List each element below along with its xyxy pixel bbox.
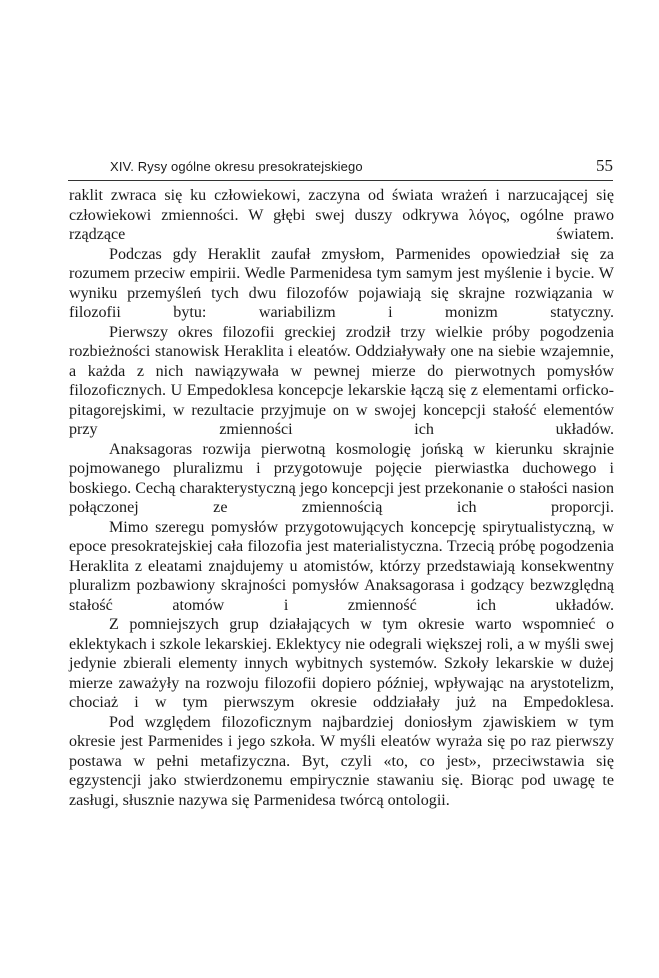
body-text [69,186,614,810]
running-head [68,157,613,179]
paragraph-1: raklit zwraca się ku człowiekowi, zaczyna od świata wrażeń i narzucającej się człowiekowi zmienności. W głębi swej duszy odkrywa λόγος, ogólne prawo rządzące światem. [69,187,614,243]
paragraph-5: Mimo szeregu pomysłów przygotowujących koncepcję spirytualistyczną, w epoce presokratejskiej cała filozofia jest materialistyczna. Trzecią próbę pogodzenia Heraklita z eleatami znajdujemy u atomistów, którzy przedstawiają konsekwentny pluralizm pozbawiony skrajności pomysłów Anaksagorasa i godzący bezwzględną stałość atomów i zmienność ich układów. [69,518,614,614]
paragraph-7: Pod względem filozoficznym najbardziej doniosłym zjawiskiem w tym okresie jest Parmenides i jego szkoła. W myśli eleatów wyraża się po raz pierwszy postawa w pełni metafizyczna. Byt, czyli «to, co jest», przeciwstawia się egzystencji jako stwierdzonemu empirycznie stawaniu się. Biorąc pod uwagę te zasługi, słusznie nazywa się Parmenidesa twórcą ontologii. [69,713,614,809]
paragraph-3: Pierwszy okres filozofii greckiej zrodził trzy wielkie próby pogodzenia rozbieżności stanowisk Heraklita i eleatów. Oddziaływały one na siebie wzajemnie, a każda z nich nawiązywała w pewnej mierze do pierwotnych pomysłów filozoficznych. U Empedoklesa koncepcje lekarskie łączą się z elementami orficko-pitagorejskimi, w rezultacie przyjmuje on w swojej koncepcji stałość elementów przy zmienności ich układów. [69,323,614,438]
header-rule [68,180,613,181]
paragraph-4: Anaksagoras rozwija pierwotną kosmologię jońską w kierunku skrajnie pojmowanego pluralizmu i przygotowuje pojęcie pierwiastka duchowego i boskiego. Cechą charakterystyczną jego koncepcji jest przekonanie o stałości nasion połączonej ze zmiennością ich proporcji. [69,440,614,516]
running-title: XIV. Rysy ogólne okresu presokratejskiego [110,159,363,174]
paragraph-2: Podczas gdy Heraklit zaufał zmysłom, Parmenides opowiedział się za rozumem przeciw empirii. Wedle Parmenidesa tym samym jest myślenie i bycie. W wyniku przemyśleń tych dwu filozofów pojawiają się skrajne rozwiązania w filozofii bytu: wariabilizm i monizm statyczny. [69,245,614,321]
page-number: 55 [596,156,613,175]
paragraph-6: Z pomniejszych grup działających w tym okresie warto wspomnieć o eklektykach i szkole lekarskiej. Eklektycy nie odegrali większej roli, a w myśli swej jedynie zbierali elementy innych wybitnych systemów. Szkoły lekarskie w dużej mierze zaważyły na rozwoju filozofii dopiero później, wpływając na arystotelizm, chociaż i w tym pierwszym okresie oddziałały już na Empedoklesa. [69,616,614,711]
